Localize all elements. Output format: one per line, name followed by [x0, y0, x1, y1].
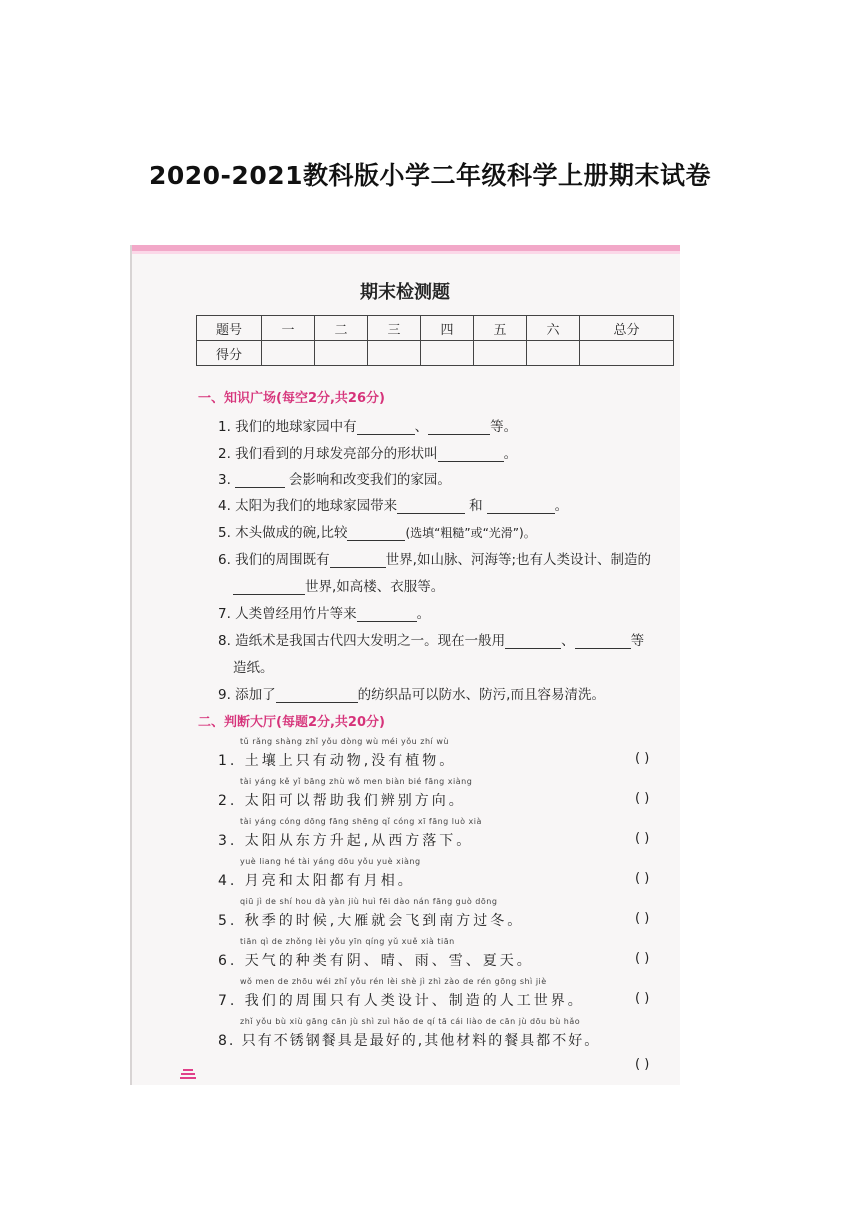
question-text: 1. 我们的地球家园中有: [218, 419, 357, 435]
pinyin-line: tài yáng kě yǐ bāng zhù wǒ men biàn bié fāng xiàng: [240, 777, 473, 786]
pink-page-mark: [180, 1069, 198, 1079]
judgment-question: 5. 秋季的时候,大雁就会飞到南方过冬。: [218, 913, 525, 929]
header-cell: 六: [527, 316, 580, 341]
answer-blank: [276, 688, 358, 703]
score-cell: [421, 341, 474, 366]
header-cell: 一: [262, 316, 315, 341]
question-9: [218, 683, 605, 703]
question-text: 、: [561, 633, 575, 649]
score-cell: [580, 341, 674, 366]
answer-parentheses: ( ): [635, 1057, 650, 1072]
judgment-question: 2. 太阳可以帮助我们辨别方向。: [218, 793, 466, 809]
pinyin-line: yuè liang hé tài yáng dōu yǒu yuè xiàng: [240, 857, 421, 866]
question-text: 。: [503, 446, 518, 462]
pinyin-line: wǒ men de zhōu wéi zhǐ yǒu rén lèi shè jì zhì zào de rén gōng shì jiè: [240, 977, 547, 986]
answer-blank: [397, 499, 465, 514]
pink-top-border-light: [130, 251, 680, 254]
answer-blank: [505, 634, 561, 649]
question-text: 。: [416, 606, 431, 622]
question-1: [218, 415, 517, 435]
score-row-label: 得分: [197, 341, 262, 366]
answer-blank: [438, 447, 504, 462]
header-cell: 三: [368, 316, 421, 341]
answer-blank: [233, 580, 305, 595]
judgment-question: 4. 月亮和太阳都有月相。: [218, 873, 415, 889]
question-text: (选填“粗糙”或“光滑”)。: [405, 526, 536, 540]
header-cell: 二: [315, 316, 368, 341]
score-cell: [527, 341, 580, 366]
judgment-question: 6. 天气的种类有阴、晴、雨、雪、夏天。: [218, 953, 534, 969]
score-table-score-row: [197, 341, 674, 366]
answer-blank: [575, 634, 631, 649]
answer-blank: [235, 473, 285, 488]
answer-parentheses: ( ): [635, 831, 650, 846]
question-8: [218, 629, 644, 649]
pinyin-line: zhǐ yǒu bù xiù gāng cān jù shì zuì hǎo de qí tā cái liào de cān jù dōu bù hǎo: [240, 1017, 581, 1026]
answer-parentheses: ( ): [635, 751, 650, 766]
question-text: 4. 太阳为我们的地球家园带来: [218, 498, 398, 514]
pinyin-line: tài yáng cóng dōng fāng shēng qǐ cóng xī fāng luò xià: [240, 817, 482, 826]
section-heading: 二、判断大厅(每题2分,共20分): [198, 715, 385, 730]
question-text: 9. 添加了: [218, 687, 276, 703]
question-text: 世界,如高楼、衣服等。: [305, 579, 445, 595]
answer-blank: [357, 607, 417, 622]
header-cell: 题号: [197, 316, 262, 341]
score-cell: [474, 341, 527, 366]
question-6: [218, 548, 651, 568]
question-2: [218, 442, 517, 462]
answer-parentheses: ( ): [635, 791, 650, 806]
answer-parentheses: ( ): [635, 951, 650, 966]
judgment-question: 1. 土壤上只有动物,没有植物。: [218, 753, 457, 769]
answer-blank: [487, 499, 555, 514]
question-6-continued: [233, 575, 444, 595]
question-text: 8. 造纸术是我国古代四大发明之一。现在一般用: [218, 633, 506, 649]
answer-parentheses: ( ): [635, 991, 650, 1006]
question-text: 5. 木头做成的碗,比较: [218, 525, 348, 541]
scan-left-edge: [130, 245, 132, 1085]
answer-blank: [347, 526, 405, 541]
question-text: 等。: [490, 419, 518, 435]
answer-blank: [357, 420, 415, 435]
header-cell: 总分: [580, 316, 674, 341]
sheet-title: 期末检测题: [360, 282, 450, 303]
question-text: 7. 人类曾经用竹片等来: [218, 606, 357, 622]
pinyin-line: qiū jì de shí hou dà yàn jiù huì fēi dào nán fāng guò dōng: [240, 897, 498, 906]
question-text: 、: [414, 419, 429, 435]
judgment-question: 7. 我们的周围只有人类设计、制造的人工世界。: [218, 993, 585, 1009]
section-heading: 一、知识广场(每空2分,共26分): [198, 391, 385, 406]
header-cell: 五: [474, 316, 527, 341]
answer-blank: [428, 420, 490, 435]
pinyin-line: tiān qì de zhǒng lèi yǒu yīn qíng yǔ xuě xià tiān: [240, 937, 455, 946]
question-text: 6. 我们的周围既有: [218, 552, 330, 568]
question-text: 的纺织品可以防水、防污,而且容易清洗。: [357, 687, 605, 703]
question-text: 3.: [218, 472, 231, 488]
question-text: 会影响和改变我们的家园。: [288, 472, 451, 488]
question-8-continued: 造纸。: [233, 660, 274, 676]
question-text: 2. 我们看到的月球发亮部分的形状叫: [218, 446, 438, 462]
question-7: [218, 602, 430, 622]
document-title: 2020-2021教科版小学二年级科学上册期末试卷: [148, 161, 712, 190]
pinyin-line: tǔ rǎng shàng zhǐ yǒu dòng wù méi yǒu zhí wù: [240, 737, 449, 746]
question-3: [218, 468, 451, 488]
question-text: 。: [554, 498, 569, 514]
judgment-question: 8. 只有不锈钢餐具是最好的,其他材料的餐具都不好。: [218, 1033, 601, 1049]
question-4: [218, 494, 568, 514]
score-cell: [262, 341, 315, 366]
header-cell: 四: [421, 316, 474, 341]
question-text: 和: [469, 498, 483, 514]
answer-blank: [330, 553, 386, 568]
answer-parentheses: ( ): [635, 871, 650, 886]
scanned-exam-sheet: [130, 245, 680, 1085]
score-table: [196, 315, 674, 366]
answer-parentheses: ( ): [635, 911, 650, 926]
question-text: 等: [630, 633, 645, 649]
question-5: [218, 521, 536, 541]
question-text: 世界,如山脉、河海等;也有人类设计、制造的: [385, 552, 652, 568]
score-cell: [315, 341, 368, 366]
score-cell: [368, 341, 421, 366]
judgment-question: 3. 太阳从东方升起,从西方落下。: [218, 833, 474, 849]
score-table-header-row: [197, 316, 674, 341]
